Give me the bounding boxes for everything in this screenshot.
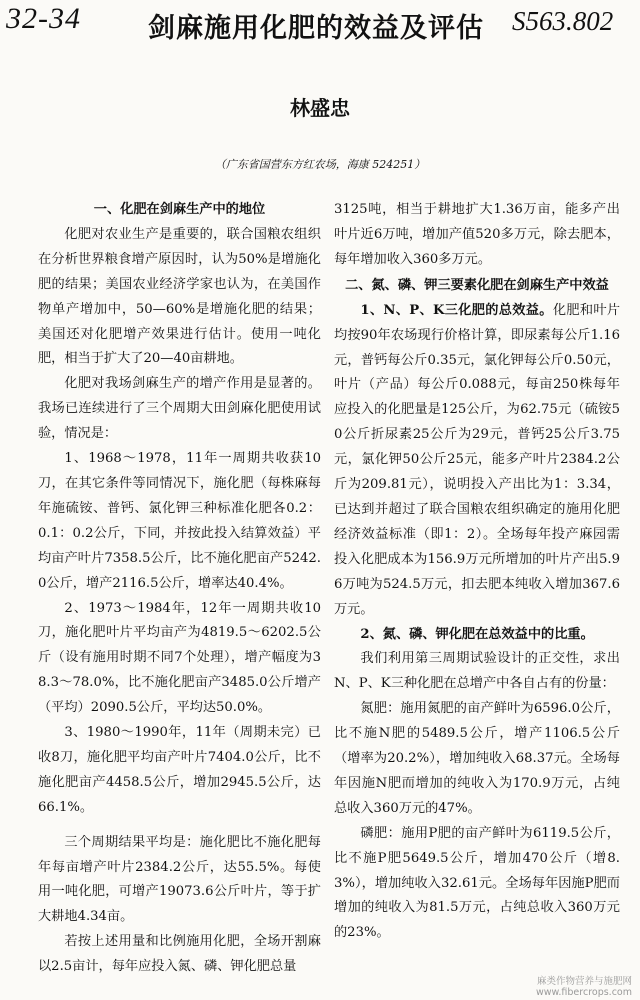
- paragraph: 化肥对我场剑麻生产的增产作用是显著的。我场已连续进行了三个周期大田剑麻化肥使用试验，情况是：: [38, 376, 321, 442]
- paragraph: [334, 299, 620, 623]
- section-heading-1: 一、化肥在剑麻生产中的地位: [93, 202, 266, 217]
- paragraph: 若按上述用量和比例施用化肥，全场开割麻以2.5亩计，每年应投入氮、磷、钾化肥总量: [38, 934, 321, 975]
- paragraph: 3125吨，相当于耕地扩大1.36万亩，能多产出叶片近6万吨，增加产值520多万元，除去肥本，每年增加收入360多万元。: [334, 202, 620, 267]
- paragraph: 1、1968～1978，11年一周期共收获10刀，在其它条件等同情况下，施化肥（每株麻每年施硫铵、普钙、氯化钾三种标准化肥各0.2：0.1：0.2公斤，下同，并按此投入结算效益）平均亩产叶片7358.5公斤，比不施化肥亩产5242.0公斤，增产2116.5公斤，增率达40.4%。: [38, 451, 321, 591]
- author-name: 林盛忠: [290, 96, 350, 120]
- left-column: [38, 198, 321, 980]
- watermark-text: 麻类作物营养与施肥网: [536, 976, 632, 987]
- handwritten-classification-number: S563.802: [512, 6, 614, 36]
- subheading-2: 2、氮、磷、钾化肥在总效益中的比重。: [360, 626, 594, 642]
- paragraph-body: 化肥和叶片均按90年农场现行价格计算，即尿素每公斤1.16元，普钙每公斤0.35元，氯化钾每公斤0.50元，叶片（产品）每公斤0.088元，每亩250株每年应投入的化肥量是125公斤，为62.75元（硫铵50公斤折尿素25公斤为29元，普钙25公斤3.75元，氯化钾50公斤25元，能多产叶片2384.2公斤为209.81元），说明投入产出比为1：3.34，已达到并超过了联合国粮农组织确定的施用化肥经济效益标准（即1：2）。全场每年投产麻园需投入化肥成本为156.9万元所增加的叶片产出5.96万吨为524.5万元，扣去肥本纯收入增加367.6万元。: [334, 302, 621, 617]
- section-heading-2: 二、氮、磷、钾三要素化肥在剑麻生产中效益: [345, 277, 609, 293]
- paragraph: 三个周期结果平均是：施化肥比不施化肥每年每亩增产叶片2384.2公斤，达55.5%。每使用一吨化肥，可增产19073.6公斤叶片，等于扩大耕地4.34亩。: [38, 834, 321, 925]
- watermark: [536, 976, 632, 998]
- paragraph: 氮肥：施用氮肥的亩产鲜叶为6596.0公斤，比不施N肥的5489.5公斤，增产1106.5公斤（增率为20.2%），增加纯收入68.37元。全场每年因施N肥而增加的纯收入为170.9万元，占纯总收入360万元的47%。: [334, 701, 620, 816]
- paragraph: 化肥对农业生产是重要的，联合国粮农组织在分析世界粮食增产原因时，认为50%是增施化肥的结果；美国农业经济学家也认为，在美国作物单产增加中，50—60%是增施化肥的结果；美国还对化肥增产效果进行估计。使用一吨化肥，相当于扩大了20—40亩耕地。: [38, 226, 321, 367]
- right-column: [334, 198, 620, 946]
- paragraph: 我们利用第三周期试验设计的正交性，求出N、P、K三种化肥在总增产中各自占有的份量：: [334, 651, 620, 692]
- handwritten-page-range: 32-34: [6, 2, 81, 35]
- paragraph: 磷肥：施用P肥的亩产鲜叶为6119.5公斤，比不施P肥5649.5公斤，增加470公斤（增8.3%），增加纯收入32.61元。全场每年因施P肥而增加的纯收入为81.5万元，占纯总收入360万元的23%。: [334, 825, 620, 941]
- watermark-url: www.fibercrops.com: [535, 987, 632, 998]
- article-title: 剑麻施用化肥的效益及评估: [148, 13, 484, 44]
- paragraph: 3、1980～1990年，11年（周期未完）已收8刀，施化肥平均亩产叶片7404.0公斤，比不施化肥亩产4458.5公斤，增加2945.5公斤，达66.1%。: [38, 725, 321, 815]
- subheading-1: 1、N、P、K三化肥的总效益。: [360, 302, 553, 318]
- paragraph: 2、1973～1984年，12年一周期共收10刀，施化肥叶片平均亩产为4819.5～6202.5公斤（设有施用时期不同7个处理），增产幅度为38.3～78.0%，比不施化肥亩产3485.0公斤增产（平均）2090.5公斤，平均达50.0%。: [38, 600, 321, 716]
- author-affiliation: （广东省国营东方红农场，海康 524251）: [214, 158, 426, 171]
